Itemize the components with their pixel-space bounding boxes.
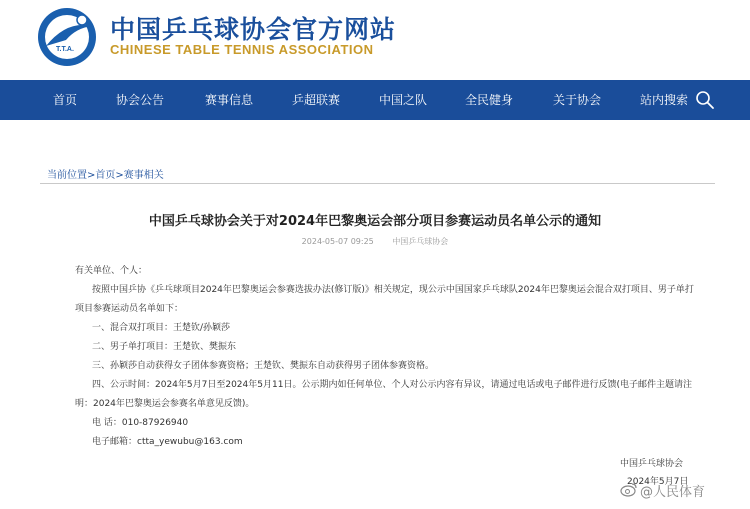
weibo-icon bbox=[620, 482, 638, 497]
nav-events[interactable]: 赛事信息 bbox=[205, 93, 254, 107]
watermark: @人民体育 bbox=[640, 485, 706, 500]
signature-org: 中国乒乓球协会 bbox=[620, 459, 684, 469]
nav-site-search[interactable]: 站内搜索 bbox=[640, 93, 689, 107]
divider bbox=[40, 183, 715, 184]
search-icon[interactable] bbox=[695, 90, 715, 110]
contact-email[interactable]: 电子邮箱：ctta_yewubu@163.com bbox=[92, 437, 243, 447]
article-source: 中国乒乓球协会 bbox=[392, 237, 449, 246]
body-line: 二、男子单打项目：王楚钦、樊振东 bbox=[92, 342, 237, 352]
nav-announcements[interactable]: 协会公告 bbox=[116, 93, 165, 107]
site-name-en: CHINESE TABLE TENNIS ASSOCIATION bbox=[110, 42, 374, 57]
body-line: 四、公示时间：2024年5月7日至2024年5月11日。公示期内如任何单位、个人对公示内容有异议，请通过电话或电子邮件进行反馈(电子邮件主题请注 bbox=[92, 380, 692, 390]
body-line: 项目参赛运动员名单如下： bbox=[75, 304, 184, 314]
article-title: 中国乒乓球协会关于对2024年巴黎奥运会部分项目参赛运动员名单公示的通知 bbox=[148, 214, 602, 229]
ctta-logo-icon[interactable] bbox=[36, 6, 98, 68]
main-nav bbox=[0, 80, 750, 120]
body-line: 按照中国乒协《乒乓球项目2024年巴黎奥运会参赛选拔办法(修订版)》相关规定，现公示中国国家乒乓球队2024年巴黎奥运会混合双打项目、男子单打 bbox=[92, 285, 694, 295]
site-header bbox=[0, 0, 750, 80]
body-line: 有关单位、个人： bbox=[75, 266, 148, 276]
breadcrumb[interactable]: 当前位置>首页>赛事相关 bbox=[47, 170, 164, 181]
nav-national-team[interactable]: 中国之队 bbox=[379, 93, 428, 107]
body-line: 三、孙颖莎自动获得女子团体参赛资格；王楚钦、樊振东自动获得男子团体参赛资格。 bbox=[92, 361, 435, 371]
contact-phone: 电 话：010-87926940 bbox=[92, 418, 189, 428]
signature-date: 2024年5月7日 bbox=[627, 477, 689, 487]
article-meta bbox=[0, 236, 750, 247]
nav-home[interactable]: 首页 bbox=[53, 93, 78, 107]
body-line: 一、混合双打项目：王楚钦/孙颖莎 bbox=[92, 323, 231, 333]
body-line: 明：2024年巴黎奥运会参赛名单意见反馈)。 bbox=[75, 399, 255, 409]
site-name-cn: 中国乒乓球协会官方网站 bbox=[110, 15, 397, 44]
nav-fitness[interactable]: 全民健身 bbox=[465, 93, 514, 107]
nav-super-league[interactable]: 乒超联赛 bbox=[292, 93, 341, 107]
svg-text:T.T.A.: T.T.A. bbox=[56, 46, 74, 53]
nav-about[interactable]: 关于协会 bbox=[553, 93, 602, 107]
article-date: 2024-05-07 09:25 bbox=[301, 237, 374, 246]
